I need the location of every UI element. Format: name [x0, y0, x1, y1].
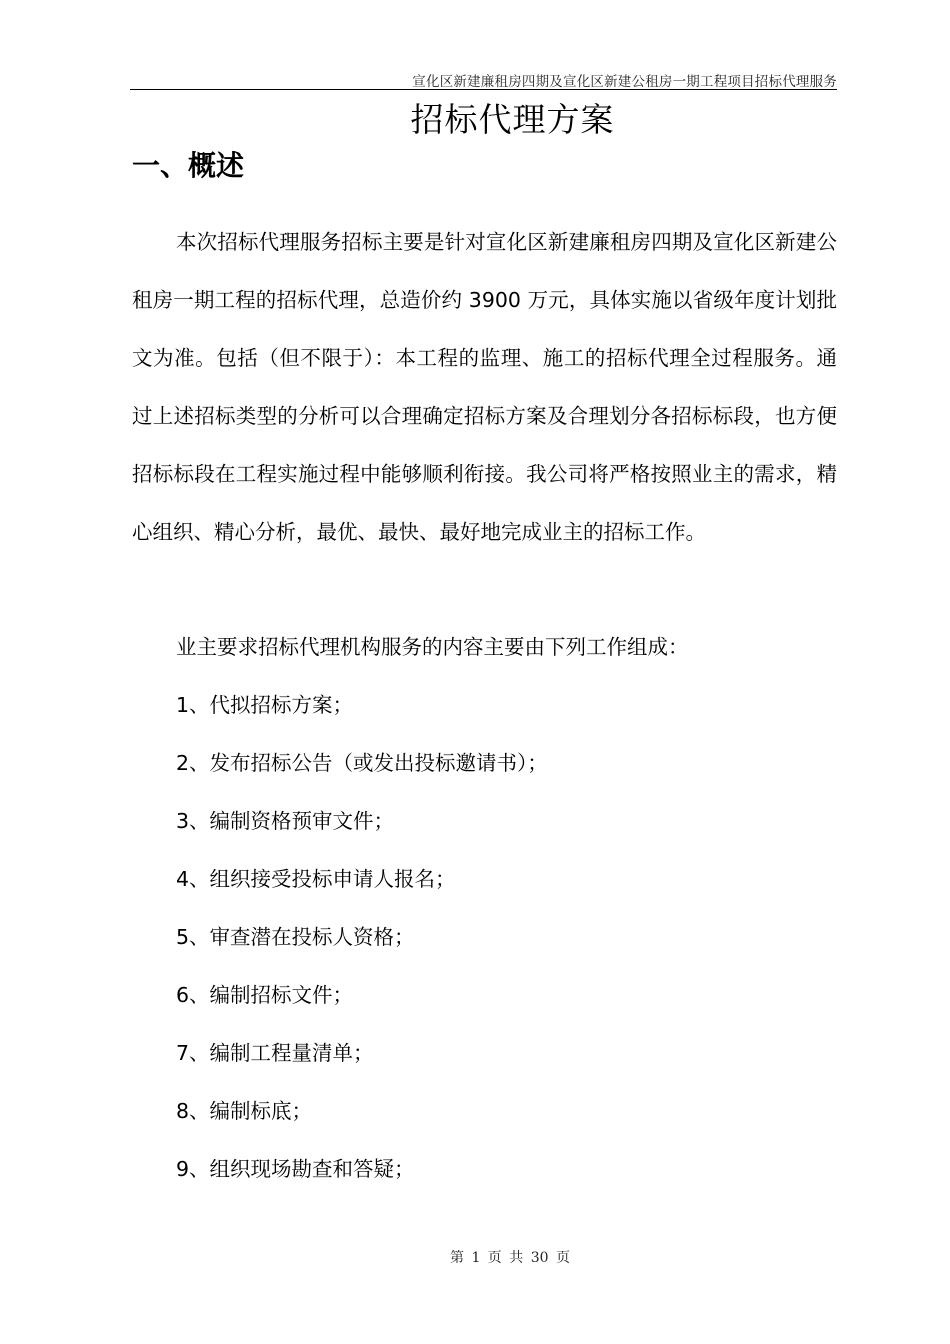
section-heading: 一、概述 — [132, 149, 245, 182]
list-item: 7、编制工程量清单； — [176, 1041, 374, 1065]
running-header: 宣化区新建廉租房四期及宣化区新建公租房一期工程项目招标代理服务 — [412, 74, 837, 90]
overview-paragraph: 本次招标代理服务招标主要是针对宣化区新建廉租房四期及宣化区新建公租房一期工程的招标代理，总造价约 3900 万元，具体实施以省级年度计划批文为准。包括（但不限于）：本工程的监理、施工的招标代理全过程服务。通过上述招标类型的分析可以合理确定招标方案及合理划分各招标标段，也方便招标标段在工程实施过程中能够顺利衔接。我公司将严格按照业主的需求，精心组织、精心分析，最优、最快、最好地完成业主的招标工作。 — [132, 230, 837, 544]
header-divider — [130, 89, 837, 90]
list-item: 9、组织现场勘查和答疑； — [176, 1157, 415, 1181]
list-item: 5、审查潜在投标人资格； — [176, 925, 415, 949]
list-item: 8、编制标底； — [176, 1099, 313, 1123]
service-item-list — [176, 676, 548, 1198]
list-item: 4、组织接受投标申请人报名； — [176, 867, 456, 891]
document-title: 招标代理方案 — [410, 100, 615, 139]
list-item: 6、编制招标文件； — [176, 983, 354, 1007]
list-item: 3、编制资格预审文件； — [176, 809, 395, 833]
list-intro: 业主要求招标代理机构服务的内容主要由下列工作组成： — [176, 635, 689, 659]
list-item: 1、代拟招标方案； — [176, 693, 354, 717]
list-item: 2、发布招标公告（或发出投标邀请书）； — [176, 751, 548, 775]
page-number: 第 1 页 共 30 页 — [450, 1250, 570, 1266]
